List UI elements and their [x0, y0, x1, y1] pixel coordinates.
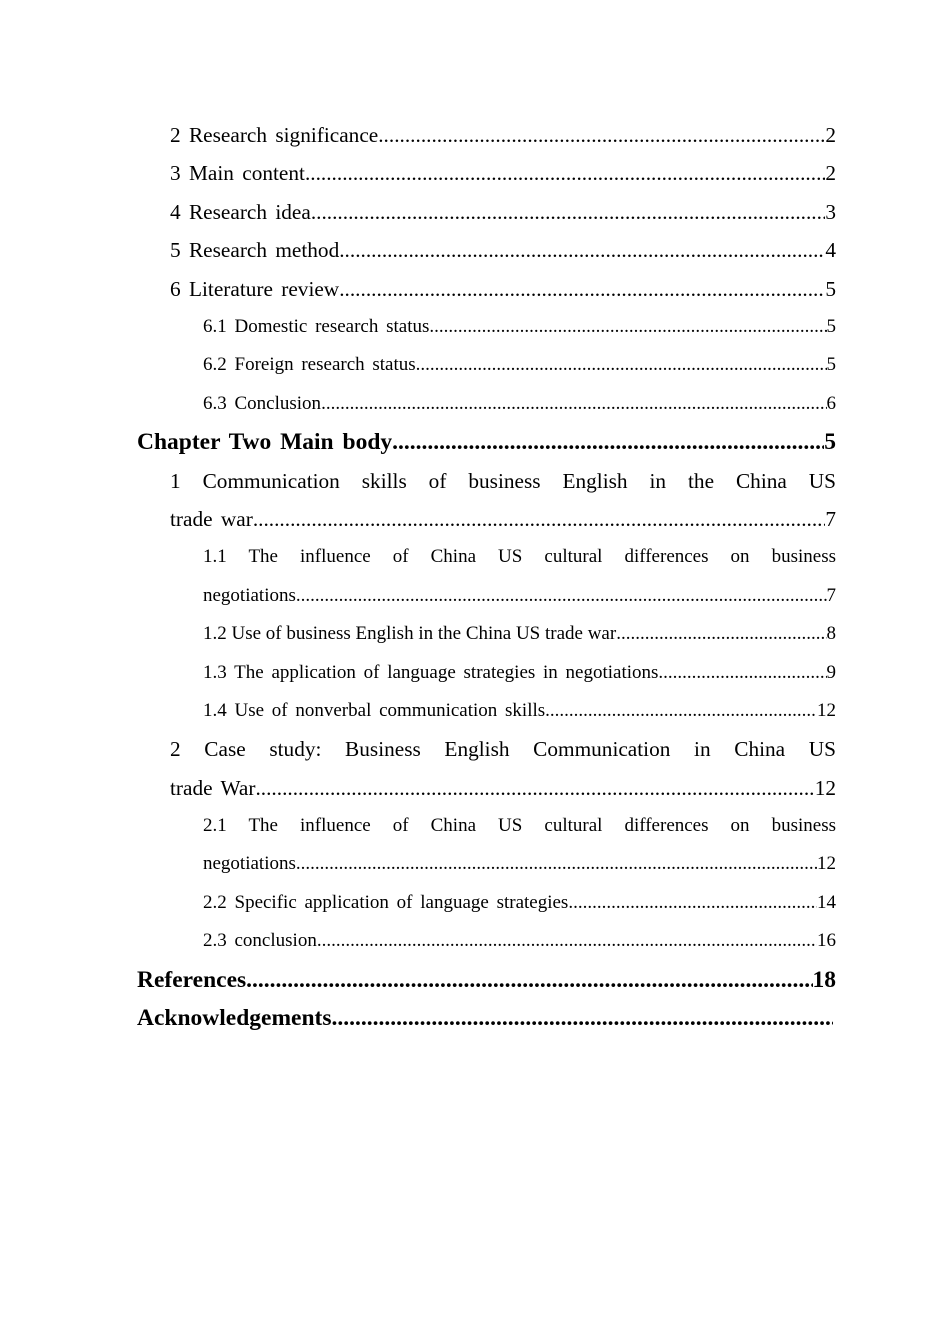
toc-entry-title: trade war: [170, 506, 253, 531]
toc-entry-title: 6.1 Domestic research status: [203, 315, 430, 337]
toc-entry-page: 2: [825, 123, 836, 147]
toc-entry-page: 12: [814, 775, 836, 800]
toc-entry-page: 12: [817, 699, 836, 721]
toc-entry-title: 6.3 Conclusion: [203, 392, 322, 414]
toc-entry-page: 6: [826, 392, 836, 414]
dot-leader: [339, 270, 825, 308]
toc-entry-title: 6.2 Foreign research status: [203, 354, 416, 376]
toc-entry-research-significance[interactable]: [0, 116, 836, 154]
toc-entry-title: 2.2 Specific application of language strategies: [203, 891, 569, 913]
dot-leader: [568, 884, 817, 922]
toc-entry-title: negotiations: [203, 853, 296, 875]
dot-leader: [378, 116, 825, 154]
toc-entry-acknowledgements[interactable]: [0, 999, 836, 1037]
toc-entry-communication-skills[interactable]: [0, 462, 836, 539]
toc-entry-research-method[interactable]: [0, 231, 836, 269]
toc-entry-page: 5: [826, 315, 836, 337]
dot-leader: [332, 999, 833, 1037]
dot-leader: [616, 615, 826, 653]
toc-entry-language-strategies[interactable]: [0, 654, 836, 692]
dot-leader: [392, 423, 824, 461]
toc-entry-title: 2 Research significance: [170, 123, 379, 147]
toc-entry-title: 1.3 The application of language strategies in negotiations: [203, 661, 659, 683]
toc-entry-title: negotiations: [203, 584, 296, 606]
dot-leader: [246, 961, 812, 999]
toc-entry-page: 5: [825, 276, 836, 301]
toc-entry-page: 16: [817, 930, 836, 952]
toc-entry-foreign-research-status[interactable]: [0, 346, 836, 384]
toc-entry-conclusion-2-3[interactable]: [0, 922, 836, 960]
toc-entry-title: 2.3 conclusion: [203, 930, 317, 952]
toc-entry-references[interactable]: [0, 961, 836, 999]
toc-entry-title-line1: 2 Case study: Business English Communication in China US: [170, 737, 836, 762]
dot-leader: [429, 308, 826, 346]
dot-leader: [339, 231, 825, 269]
dot-leader: [296, 577, 827, 615]
toc-entry-title: References: [137, 966, 247, 993]
dot-leader: [416, 346, 827, 384]
table-of-contents: [0, 116, 950, 1037]
toc-entry-main-content[interactable]: [0, 154, 836, 192]
toc-entry-cultural-differences-2-1[interactable]: [0, 807, 836, 884]
toc-entry-title: 6 Literature review: [170, 276, 340, 301]
toc-entry-literature-review[interactable]: [0, 270, 836, 308]
toc-entry-page: 18: [812, 966, 836, 993]
toc-entry-title: 4 Research idea: [170, 199, 311, 224]
dot-leader: [317, 922, 817, 960]
toc-entry-specific-application[interactable]: [0, 884, 836, 922]
toc-entry-title-line1: 1.1 The influence of China US cultural differences on business: [203, 546, 836, 568]
dot-leader: [311, 193, 826, 231]
toc-entry-page: 7: [826, 584, 836, 606]
toc-entry-research-idea[interactable]: [0, 193, 836, 231]
toc-entry-title-line1: 2.1 The influence of China US cultural differences on business: [203, 815, 836, 837]
toc-entry-page: 3: [825, 199, 836, 224]
toc-entry-title: Acknowledgements: [137, 1005, 332, 1032]
toc-entry-title: trade War: [170, 775, 256, 800]
toc-entry-conclusion-6-3[interactable]: [0, 385, 836, 423]
dot-leader: [305, 154, 825, 192]
dot-leader: [255, 769, 814, 807]
dot-leader: [545, 692, 817, 730]
toc-entry-page: 2: [825, 161, 836, 186]
dot-leader: [658, 654, 826, 692]
toc-entry-title: 5 Research method: [170, 238, 340, 263]
toc-entry-page: 12: [817, 853, 836, 875]
toc-entry-domestic-research-status[interactable]: [0, 308, 836, 346]
toc-entry-page: 5: [826, 354, 836, 376]
toc-entry-title: Chapter Two Main body: [137, 429, 393, 456]
dot-leader: [253, 500, 826, 538]
toc-entry-page: 14: [817, 891, 836, 913]
toc-entry-title: 1.2 Use of business English in the China US trade war: [203, 623, 617, 645]
dot-leader: [296, 845, 817, 883]
toc-entry-case-study[interactable]: [0, 730, 836, 807]
toc-entry-page: 5: [824, 429, 836, 456]
toc-entry-title: 1.4 Use of nonverbal communication skills: [203, 699, 546, 721]
toc-entry-chapter-two[interactable]: [0, 423, 836, 461]
toc-entry-page: 4: [825, 238, 836, 263]
toc-entry-title-line1: 1 Communication skills of business English in the China US: [170, 468, 836, 493]
toc-entry-title: 3 Main content: [170, 161, 305, 186]
toc-entry-nonverbal-communication[interactable]: [0, 692, 836, 730]
toc-entry-page: 8: [826, 623, 836, 645]
toc-entry-use-of-business-english[interactable]: [0, 615, 836, 653]
dot-leader: [321, 385, 826, 423]
toc-entry-page: 9: [826, 661, 836, 683]
toc-entry-page: 7: [825, 506, 836, 531]
toc-entry-cultural-differences-1-1[interactable]: [0, 538, 836, 615]
